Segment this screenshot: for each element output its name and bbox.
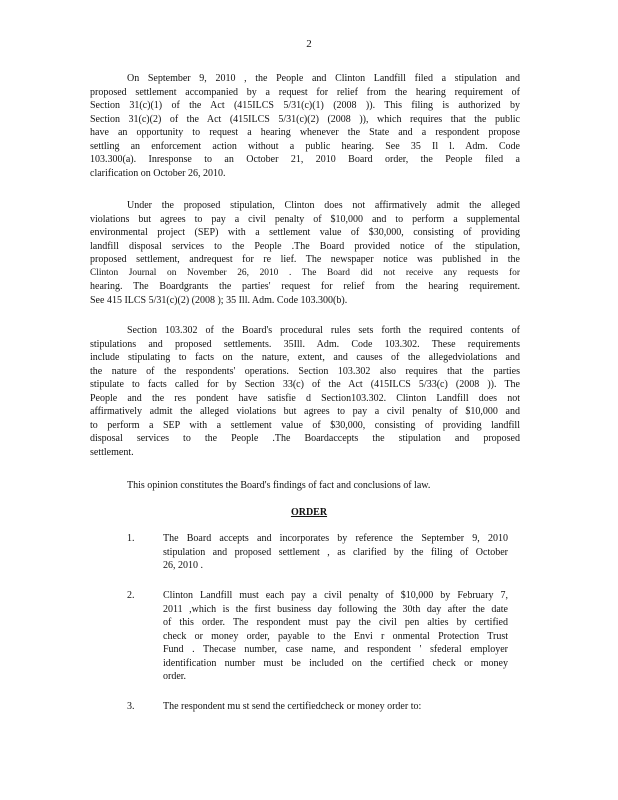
paragraph-line: hearing. The Boardgrants the parties' request for relief from the hearing requirement. xyxy=(90,281,520,292)
paragraph-proposed-stipulation xyxy=(90,199,520,307)
order-item-line: Fund . Thecase number, case name, and respondent ' sfederal employer xyxy=(163,644,508,655)
paragraph-line: Clinton Journal on November 26, 2010 . The Board did not receive any requests for xyxy=(90,267,520,278)
order-item-line: Clinton Landfill must each pay a civil penalty of $10,000 by February 7, xyxy=(163,590,508,601)
paragraph-line: stipulate to facts called for by Section 33(c) of the Act (415ILCS 5/33(c) (2008 )). The xyxy=(90,379,520,390)
order-item-body xyxy=(163,700,508,714)
paragraph-line: disposal services to the People .The Boardaccepts the stipulation and proposed xyxy=(90,433,520,444)
order-item-number: 2. xyxy=(127,590,135,601)
order-item xyxy=(127,532,520,573)
order-item-line: stipulation and proposed settlement , as clarified by the filing of October xyxy=(163,546,508,558)
paragraph-line: On September 9, 2010 , the People and Clinton Landfill filed a stipulation and xyxy=(127,73,520,84)
paragraph-line: proposed settlement, andrequest for re lief. The newspaper notice was published in the xyxy=(90,254,520,265)
order-item-body xyxy=(163,532,508,573)
order-item-line: The Board accepts and incorporates by reference the September 9, 2010 xyxy=(163,533,508,544)
order-item-body xyxy=(163,589,508,684)
paragraph-line: have an opportunity to request a hearing whenever the State and a respondent propose xyxy=(90,127,520,138)
paragraph-line: landfill disposal services to the People .The Board provided notice of the stipulation, xyxy=(90,240,520,252)
paragraph-line: People and the res pondent have satisfie d Section103.302. Clinton Landfill does not xyxy=(90,392,520,404)
paragraph-line: Section 31(c)(2) of the Act (415ILCS 5/31(c)(2) (2008 )), which requires that the public xyxy=(90,113,520,125)
order-item-line: 2011 ,which is the first business day following the 30th day after the date xyxy=(163,603,508,615)
paragraph-stipulation-filing xyxy=(90,72,520,180)
paragraph-line: to perform a SEP with a settlement value of $30,000, consisting of providing landfill xyxy=(90,419,520,431)
order-item-line: check or money order, payable to the Envi r onmental Protection Trust xyxy=(163,630,508,642)
paragraph-line: violations but agrees to pay a civil penalty of $10,000 and to perform a supplemental xyxy=(90,213,520,225)
paragraph-line: settling an enforcement action without a public hearing. See 35 Il l. Adm. Code xyxy=(90,140,520,152)
paragraph-line: settlement. xyxy=(90,446,134,458)
paragraph-line: clarification on October 26, 2010. xyxy=(90,167,226,179)
paragraph-line: 103.300(a). Inresponse to an October 21, 2010 Board order, the People filed a xyxy=(90,154,520,165)
paragraph-line: See 415 ILCS 5/31(c)(2) (2008 ); 35 Ill. Adm. Code 103.300(b). xyxy=(90,294,348,306)
order-item-line: of this order. The respondent must pay the civil pen alties by certified xyxy=(163,617,508,628)
paragraph-line: Section 31(c)(1) of the Act (415ILCS 5/31(c)(1) (2008 )). This filing is authorized by xyxy=(90,100,520,111)
order-item-number: 1. xyxy=(127,533,135,544)
paragraph-procedural-rules xyxy=(90,324,520,459)
paragraph-line: affirmatively admit the alleged violations but agrees to pay a civil penalty of $10,000 and xyxy=(90,406,520,417)
paragraph-line: include stipulating to facts on the nature, extent, and causes of the allegedviolations and xyxy=(90,352,520,363)
paragraph-line: environmental project (SEP) with a settlement value of $30,000, consisting of providing xyxy=(90,227,520,238)
order-item-line: order. xyxy=(163,671,187,682)
order-item-line: 26, 2010 . xyxy=(163,560,203,571)
paragraph-line: proposed settlement accompanied by a request for relief from the hearing requirement of xyxy=(90,86,520,98)
order-item-number: 3. xyxy=(127,701,135,712)
opinion-closing-sentence: This opinion constitutes the Board's findings of fact and conclusions of law. xyxy=(127,480,431,491)
paragraph-line: the nature of the respondents' operations. Section 103.302 also requires that the parties xyxy=(90,365,520,377)
order-item-line: identification number must be included on the certified check or money xyxy=(163,657,508,669)
order-item xyxy=(127,700,520,714)
order-item-line: The respondent mu st send the certifiedcheck or money order to: xyxy=(163,701,422,712)
paragraph-line: Under the proposed stipulation, Clinton does not affirmatively admit the alleged xyxy=(127,200,520,211)
order-heading-text: ORDER xyxy=(290,507,328,518)
order-item xyxy=(127,589,520,684)
paragraph-line: Section 103.302 of the Board's procedural rules sets forth the required contents of xyxy=(127,325,520,336)
page-number: 2 xyxy=(306,38,312,50)
order-heading xyxy=(0,507,618,518)
paragraph-line: stipulations and proposed settlements. 35Ill. Adm. Code 103.302. These requirements xyxy=(90,338,520,350)
